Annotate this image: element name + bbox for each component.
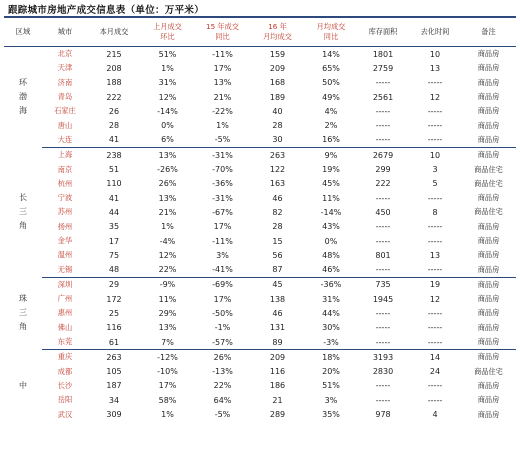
note-cell: 商品房 xyxy=(477,352,500,362)
note-cell: 商品住宅 xyxy=(474,207,503,217)
city-cell: 无锡 xyxy=(42,262,88,277)
inventory-cell: 2759 xyxy=(372,63,394,73)
city-cell: 大连 xyxy=(42,133,88,148)
note-cell: 商品房 xyxy=(477,294,500,304)
yoy15-cell: -1% xyxy=(214,323,231,333)
yoy15-cell: -13% xyxy=(212,367,233,377)
destock-cell: ----- xyxy=(427,106,443,116)
avg16-cell: 46 xyxy=(272,308,283,318)
mom-cell: 1% xyxy=(161,222,174,232)
avgmom-cell: 20% xyxy=(322,367,340,377)
destock-cell: ----- xyxy=(427,121,443,131)
destock-cell: ----- xyxy=(427,395,443,405)
destock-cell: ----- xyxy=(427,193,443,203)
yoy15-cell: -31% xyxy=(212,150,233,160)
table-row xyxy=(4,292,516,306)
weekly-cell: 172 xyxy=(106,294,122,304)
avg16-cell: 163 xyxy=(269,179,286,189)
avgmom-cell: -14% xyxy=(320,207,342,217)
mom-cell: 1% xyxy=(161,410,174,420)
note-cell: 商品房 xyxy=(477,106,500,116)
mom-cell: 26% xyxy=(158,179,177,189)
table-row xyxy=(4,76,516,90)
mom-cell: -12% xyxy=(157,352,178,362)
table-body xyxy=(4,47,516,422)
note-cell: 商品房 xyxy=(477,63,500,73)
table-row xyxy=(4,393,516,407)
mom-cell: -14% xyxy=(157,106,178,116)
table-row xyxy=(4,191,516,205)
table-row xyxy=(4,407,516,421)
header-row xyxy=(4,17,516,47)
table-row xyxy=(4,90,516,104)
inventory-cell: ----- xyxy=(375,78,391,88)
destock-cell: 12 xyxy=(429,92,441,102)
note-cell: 商品房 xyxy=(477,250,500,260)
note-cell: 商品房 xyxy=(477,409,500,419)
city-cell: 东莞 xyxy=(42,335,88,350)
destock-cell: ----- xyxy=(409,335,461,350)
region-label: 长 xyxy=(19,193,27,203)
avgmom-cell: 44% xyxy=(322,308,340,318)
region-cell xyxy=(4,148,42,278)
table-row xyxy=(4,177,516,191)
city-cell: 长沙 xyxy=(57,380,73,390)
avg16-cell: 168 xyxy=(269,78,286,88)
weekly-cell: 110 xyxy=(106,179,122,189)
city-cell: 武汉 xyxy=(57,409,73,419)
yoy15-cell: 17% xyxy=(213,294,232,304)
avgmom-cell: 19% xyxy=(322,165,340,175)
region-label: 三 xyxy=(19,207,27,217)
city-cell: 重庆 xyxy=(57,352,73,362)
weekly-cell: 61 xyxy=(88,335,140,350)
destock-cell: 14 xyxy=(429,352,441,362)
avgmom-cell: 65% xyxy=(322,63,340,73)
avg16-cell: 189 xyxy=(269,92,286,102)
city-cell: 上海 xyxy=(57,150,73,160)
yoy15-cell: 3% xyxy=(216,250,229,260)
inventory-cell: ----- xyxy=(375,222,391,232)
weekly-cell: 41 xyxy=(88,133,140,148)
avgmom-cell: 2% xyxy=(324,121,338,131)
avg16-cell: 56 xyxy=(272,250,283,260)
yoy15-cell: 22% xyxy=(213,381,232,391)
yoy15-cell: -22% xyxy=(212,106,233,116)
mom-cell: 12% xyxy=(158,250,177,260)
property-table xyxy=(4,16,516,422)
yoy15-cell: 26% xyxy=(213,352,232,362)
header-note: 备注 xyxy=(481,27,496,36)
city-cell: 温州 xyxy=(57,250,73,260)
avg16-cell: 21 xyxy=(272,395,283,405)
note-cell: 商品房 xyxy=(477,193,500,203)
weekly-cell: 263 xyxy=(106,352,122,362)
mom-cell: 13% xyxy=(158,193,177,203)
inventory-cell: 801 xyxy=(375,250,391,260)
avg16-cell: 289 xyxy=(269,410,286,420)
inventory-cell: ----- xyxy=(375,193,391,203)
weekly-cell: 48 xyxy=(88,262,140,277)
inventory-cell: ----- xyxy=(357,335,409,350)
table-row xyxy=(4,220,516,234)
destock-cell: 13 xyxy=(429,63,441,73)
note-cell: 商品住宅 xyxy=(474,366,503,376)
yoy15-cell: 13% xyxy=(213,78,232,88)
weekly-cell: 17 xyxy=(108,236,120,246)
table-row xyxy=(4,205,516,219)
inventory-cell: 2679 xyxy=(372,150,394,160)
avg16-cell: 116 xyxy=(269,367,286,377)
inventory-cell: ----- xyxy=(357,262,409,277)
region-label: 中 xyxy=(19,380,27,390)
weekly-cell: 116 xyxy=(106,323,122,333)
note-cell: 商品房 xyxy=(477,308,500,318)
inventory-cell: 2830 xyxy=(372,367,394,377)
yoy15-cell: -57% xyxy=(195,335,250,350)
destock-cell: ----- xyxy=(427,78,443,88)
note-cell: 商品住宅 xyxy=(474,178,503,188)
city-cell: 北京 xyxy=(57,49,73,59)
mom-cell: 1% xyxy=(161,63,174,73)
mom-cell: 21% xyxy=(158,207,177,217)
region-label: 环 xyxy=(19,78,27,88)
region-cell xyxy=(4,277,42,349)
weekly-cell: 215 xyxy=(106,49,122,59)
city-cell: 深圳 xyxy=(57,279,73,289)
region-label: 渤 xyxy=(19,92,27,102)
avg16-cell: 89 xyxy=(250,335,305,350)
weekly-cell: 34 xyxy=(108,395,120,405)
yoy15-cell: -69% xyxy=(212,280,233,290)
weekly-cell: 41 xyxy=(108,193,120,203)
table-row xyxy=(4,350,516,365)
inventory-cell: ----- xyxy=(375,395,391,405)
avgmom-cell: 0% xyxy=(324,236,338,246)
header-weekly: 本月成交 xyxy=(99,27,129,36)
note-cell: 商品房 xyxy=(477,395,500,405)
mom-cell: -4% xyxy=(159,236,176,246)
yoy15-cell: -11% xyxy=(212,236,233,246)
city-cell: 天津 xyxy=(57,63,73,73)
city-cell: 惠州 xyxy=(57,308,73,318)
table-row xyxy=(4,61,516,75)
inventory-cell: ----- xyxy=(375,121,391,131)
inventory-cell: 3193 xyxy=(372,352,394,362)
header-avg16: 16 年 月均成交 xyxy=(263,22,292,41)
inventory-cell: ----- xyxy=(375,381,391,391)
avgmom-cell: 46% xyxy=(305,262,357,277)
yoy15-cell: -67% xyxy=(212,207,233,217)
mom-cell: 12% xyxy=(158,92,177,102)
avgmom-cell: 11% xyxy=(322,193,340,203)
header-destock: 去化时间 xyxy=(420,27,450,36)
yoy15-cell: -50% xyxy=(212,308,233,318)
weekly-cell: 44 xyxy=(108,207,120,217)
city-cell: 石家庄 xyxy=(54,106,76,116)
region-label: 角 xyxy=(19,221,27,231)
table-row xyxy=(4,321,516,335)
avgmom-cell: -3% xyxy=(305,335,357,350)
avg16-cell: 40 xyxy=(272,106,283,116)
weekly-cell: 188 xyxy=(106,78,122,88)
weekly-cell: 26 xyxy=(108,106,120,116)
weekly-cell: 28 xyxy=(108,121,120,131)
weekly-cell: 309 xyxy=(106,410,122,420)
header-region: 区域 xyxy=(15,27,31,36)
avgmom-cell: 51% xyxy=(322,381,340,391)
avgmom-cell: 14% xyxy=(322,49,340,59)
note-cell: 商品房 xyxy=(477,322,500,332)
yoy15-cell: -41% xyxy=(195,262,250,277)
avgmom-cell: 31% xyxy=(322,294,340,304)
weekly-cell: 51 xyxy=(108,165,120,175)
destock-cell: ----- xyxy=(427,222,443,232)
destock-cell: ----- xyxy=(409,133,461,148)
avgmom-cell: 50% xyxy=(322,78,340,88)
destock-cell: ----- xyxy=(427,236,443,246)
inventory-cell: ----- xyxy=(375,323,391,333)
region-label: 三 xyxy=(19,308,27,318)
avgmom-cell: 49% xyxy=(322,92,340,102)
table-row xyxy=(4,335,516,350)
mom-cell: 22% xyxy=(140,262,195,277)
table-row xyxy=(4,277,516,292)
note-cell: 商品房 xyxy=(461,133,516,148)
mom-cell: 51% xyxy=(158,49,177,59)
table-row xyxy=(4,306,516,320)
note-cell: 商品房 xyxy=(477,380,500,390)
destock-cell: 5 xyxy=(432,179,438,189)
region-label: 角 xyxy=(19,322,27,332)
header-inventory: 库存面积 xyxy=(368,27,398,36)
weekly-cell: 208 xyxy=(106,63,122,73)
avgmom-cell: 4% xyxy=(324,106,338,116)
mom-cell: 58% xyxy=(158,395,177,405)
table-row xyxy=(4,262,516,277)
weekly-cell: 222 xyxy=(106,92,122,102)
avg16-cell: 30 xyxy=(250,133,305,148)
avg16-cell: 82 xyxy=(272,207,283,217)
yoy15-cell: 1% xyxy=(216,121,229,131)
table-row xyxy=(4,148,516,163)
weekly-cell: 75 xyxy=(108,250,120,260)
city-cell: 扬州 xyxy=(57,221,73,231)
avgmom-cell: 35% xyxy=(322,410,340,420)
city-cell: 济南 xyxy=(57,77,73,87)
weekly-cell: 238 xyxy=(106,150,122,160)
header-yoy15: 15 年成交 同比 xyxy=(206,22,239,41)
weekly-cell: 25 xyxy=(108,308,120,318)
city-cell: 岳阳 xyxy=(57,395,73,405)
destock-cell: 10 xyxy=(429,49,441,59)
avg16-cell: 87 xyxy=(250,262,305,277)
destock-cell: 4 xyxy=(432,410,438,420)
destock-cell: ----- xyxy=(427,323,443,333)
note-cell: 商品房 xyxy=(477,92,500,102)
region-cell xyxy=(4,350,42,422)
city-cell: 苏州 xyxy=(57,207,73,217)
weekly-cell: 105 xyxy=(106,367,122,377)
note-cell: 商品房 xyxy=(477,150,500,160)
avg16-cell: 46 xyxy=(272,193,283,203)
destock-cell: 10 xyxy=(429,150,441,160)
table-row xyxy=(4,104,516,118)
yoy15-cell: -5% xyxy=(195,133,250,148)
mom-cell: -10% xyxy=(157,367,178,377)
avg16-cell: 138 xyxy=(269,294,286,304)
city-cell: 青岛 xyxy=(57,92,73,102)
avgmom-cell: 16% xyxy=(305,133,357,148)
city-cell: 南京 xyxy=(57,164,73,174)
avgmom-cell: 45% xyxy=(322,179,340,189)
table-row xyxy=(4,162,516,176)
inventory-cell: 978 xyxy=(375,410,391,420)
inventory-cell: 1945 xyxy=(372,294,394,304)
avg16-cell: 209 xyxy=(269,63,286,73)
inventory-cell: ----- xyxy=(357,133,409,148)
avg16-cell: 159 xyxy=(269,49,286,59)
mom-cell: -26% xyxy=(157,165,178,175)
mom-cell: 13% xyxy=(158,323,177,333)
mom-cell: 29% xyxy=(158,308,177,318)
avgmom-cell: 48% xyxy=(322,250,340,260)
destock-cell: ----- xyxy=(409,262,461,277)
yoy15-cell: -36% xyxy=(212,179,233,189)
table-row xyxy=(4,379,516,393)
region-label: 海 xyxy=(19,106,27,116)
header-mom: 上月成交 环比 xyxy=(153,22,182,41)
header-avgmom: 月均成交 同比 xyxy=(316,22,346,41)
inventory-cell: 450 xyxy=(375,207,391,217)
city-cell: 广州 xyxy=(57,294,73,304)
destock-cell: 19 xyxy=(429,280,441,290)
destock-cell: 24 xyxy=(429,367,441,377)
yoy15-cell: -11% xyxy=(212,49,233,59)
avg16-cell: 131 xyxy=(269,323,286,333)
inventory-cell: 222 xyxy=(375,179,391,189)
inventory-cell: 1801 xyxy=(372,49,394,59)
yoy15-cell: 17% xyxy=(213,63,232,73)
destock-cell: 12 xyxy=(429,294,441,304)
avg16-cell: 186 xyxy=(269,381,286,391)
avg16-cell: 45 xyxy=(272,280,283,290)
avgmom-cell: 18% xyxy=(322,352,340,362)
avgmom-cell: -36% xyxy=(320,280,342,290)
region-label: 珠 xyxy=(19,294,27,304)
yoy15-cell: 21% xyxy=(213,92,232,102)
destock-cell: ----- xyxy=(427,308,443,318)
inventory-cell: 735 xyxy=(375,280,391,290)
table-row xyxy=(4,365,516,379)
yoy15-cell: 17% xyxy=(213,222,232,232)
table-row xyxy=(4,248,516,262)
avg16-cell: 15 xyxy=(272,236,283,246)
avgmom-cell: 43% xyxy=(322,222,340,232)
destock-cell: 8 xyxy=(432,207,438,217)
region-cell xyxy=(4,47,42,148)
note-cell: 商品房 xyxy=(477,77,500,87)
avg16-cell: 122 xyxy=(269,165,286,175)
weekly-cell: 29 xyxy=(108,280,120,290)
yoy15-cell: -31% xyxy=(212,193,233,203)
inventory-cell: 2561 xyxy=(372,92,394,102)
avgmom-cell: 3% xyxy=(324,395,338,405)
note-cell: 商品房 xyxy=(477,236,500,245)
weekly-cell: 35 xyxy=(108,222,120,232)
inventory-cell: ----- xyxy=(375,236,391,246)
note-cell: 商品房 xyxy=(477,49,500,59)
note-cell: 商品房 xyxy=(477,221,500,231)
header-city: 城市 xyxy=(57,27,73,36)
city-cell: 宁波 xyxy=(57,193,73,203)
note-cell: 商品房 xyxy=(461,335,516,350)
city-cell: 唐山 xyxy=(57,120,73,130)
yoy15-cell: -70% xyxy=(212,165,233,175)
avg16-cell: 28 xyxy=(272,121,283,131)
destock-cell: 3 xyxy=(432,165,438,175)
table-title: 跟踪城市房地产成交信息表（单位：万平米） xyxy=(8,5,205,16)
mom-cell: -9% xyxy=(159,280,176,290)
note-cell: 商品房 xyxy=(461,262,516,277)
inventory-cell: ----- xyxy=(375,106,391,116)
mom-cell: 17% xyxy=(158,381,177,391)
yoy15-cell: -5% xyxy=(214,410,231,420)
avgmom-cell: 30% xyxy=(322,323,340,333)
note-cell: 商品房 xyxy=(477,279,500,289)
avg16-cell: 263 xyxy=(269,150,286,160)
weekly-cell: 187 xyxy=(106,381,122,391)
inventory-cell: 299 xyxy=(375,165,391,175)
table-row xyxy=(4,118,516,132)
avgmom-cell: 9% xyxy=(324,150,338,160)
yoy15-cell: 64% xyxy=(213,395,232,405)
inventory-cell: ----- xyxy=(375,308,391,318)
mom-cell: 13% xyxy=(158,150,177,160)
mom-cell: 31% xyxy=(158,78,177,88)
destock-cell: 13 xyxy=(429,250,441,260)
avg16-cell: 209 xyxy=(269,352,286,362)
city-cell: 佛山 xyxy=(57,322,73,332)
city-cell: 金华 xyxy=(57,236,73,245)
note-cell: 商品住宅 xyxy=(474,164,503,174)
city-cell: 杭州 xyxy=(57,178,73,188)
table-row xyxy=(4,47,516,62)
table-row xyxy=(4,234,516,248)
mom-cell: 0% xyxy=(161,121,174,131)
mom-cell: 7% xyxy=(140,335,195,350)
table-row xyxy=(4,133,516,148)
city-cell: 成都 xyxy=(57,366,73,376)
note-cell: 商品房 xyxy=(477,120,500,130)
destock-cell: ----- xyxy=(427,381,443,391)
mom-cell: 11% xyxy=(158,294,177,304)
mom-cell: 6% xyxy=(140,133,195,148)
avg16-cell: 28 xyxy=(272,222,283,232)
